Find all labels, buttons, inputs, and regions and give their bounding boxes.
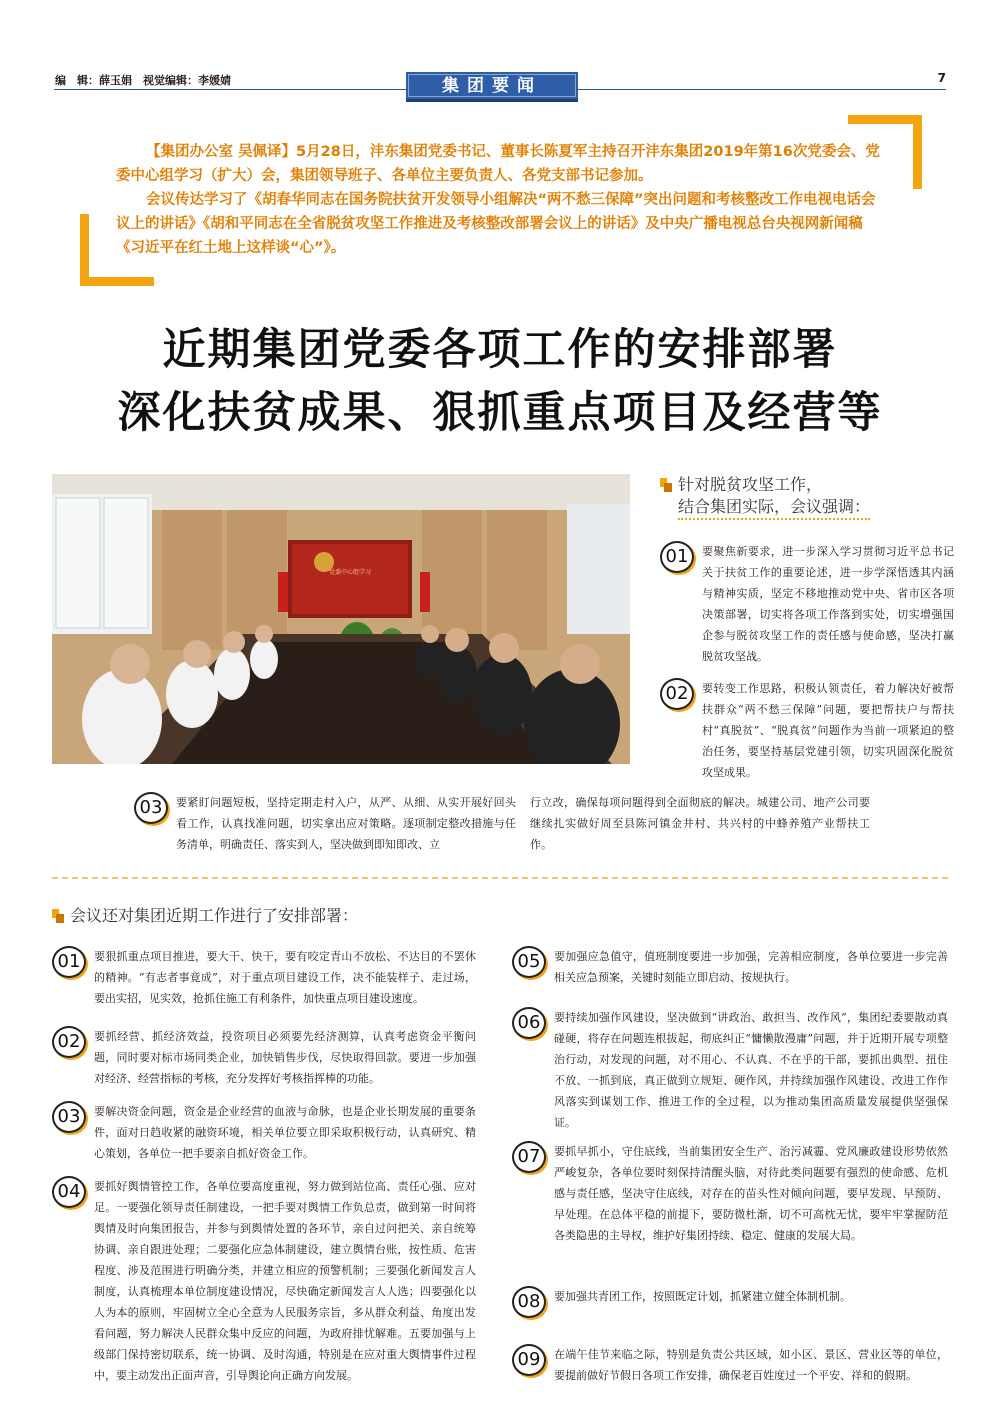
item-number-badge: 06 [512, 1007, 546, 1039]
poverty-item-3-text: 要紧盯问题短板，坚持定期走村入户，从严、从细、从实开展好回头看工作，认真找准问题，切实拿出应对策略。逐项制定整改措施与任务清单，明确责任、落实到人，坚决做到即知即改、立 [176, 796, 516, 851]
work-item-3-text: 要解决资金问题，资金是企业经营的血液与命脉，也是企业长期发展的重要条件，面对日趋收紧的融资环境，相关单位要立即采取积极行动，认真研究、精心策划，各单位一把手要亲自抓好资金工作。 [94, 1105, 476, 1160]
item-number-badge: 05 [512, 946, 546, 978]
intro-paragraph-2: 会议传达学习了《胡春华同志在国务院扶贫开发领导小组解决“两不愁三保障”突出问题和考核整改工作电视电话会议上的讲话》《胡和平同志在全省脱贫攻坚工作推进及考核整改部署会议上的讲话》及中央广播电视总台央视网新闻稿《习近平在红土地上这样谈“心”》。 [116, 192, 876, 256]
work-item-2-text: 要抓经营、抓经济效益，投资项目必须要先经济测算，认真考虑资金平衡问题，同时要对标市场同类企业，加快销售步伐，尽快取得回款。要进一步加强对经济、经营指标的考核，充分发挥好考核指挥棒的功能。 [94, 1030, 476, 1085]
work-item-9-text: 在端午佳节来临之际，特别是负责公共区域，如小区、景区、营业区等的单位，要提前做好节假日各项工作安排，确保老百姓度过一个平安、祥和的假期。 [554, 1348, 948, 1382]
item-number-badge: 07 [512, 1141, 546, 1173]
work-item-4-text: 要抓好舆情管控工作，各单位要高度重视，努力做到站位高、责任心强、应对足。一要强化领导责任制建设，一把手要对舆情工作负总责，做到第一时间将舆情及时向集团报告，并参与到舆情处置的各环节，亲自过问把关、亲自统筹协调、亲自跟进处理；二要强化应急体制建设，建立舆情台账，按性质、危害程度、涉及范围进行明确分类，并建立相应的预警机制；三要强化新闻发言人制度，认真梳理本单位制度建设情况，尽快确定新闻发言人人选；四要强化以人为本的原则，牢固树立全心全意为人民服务宗旨，多从群众利益、角度出发看问题，努力解决人民群众集中反应的问题，为政府排忧解难。五要加强与上级部门保持密切联系，统一协调、及时沟通，特别是在应对重大舆情事件过程中，要主动发出正面声音，引导舆论向正确方向发展。 [94, 1180, 476, 1382]
item-number-badge: 03 [134, 792, 168, 824]
poverty-item-2-text: 要转变工作思路，积极认领责任，着力解决好被帮扶群众“两不愁三保障”问题，要把帮扶户与帮扶村“真脱贫”、“脱真贫”问题作为当前一项紧迫的整治任务，要坚持基层党建引领，切实巩固深化脱贫攻坚成果。 [702, 682, 954, 779]
work-item-3 [52, 1101, 476, 1164]
work-item-6-text: 要持续加强作风建设，坚决做到“讲政治、敢担当、改作风”，集团纪委要散动真碰硬，将存在问题连根拔起，彻底纠正“慵懒散漫庸”问题，并于近期开展专项整治行动，对发现的问题，对不用心、不认真、不在乎的干部，要抓出典型、扭住不放、一抓到底，真正做到立规矩、硬作风，并持续加强作风建设、改进工作作风落实到谋划工作、推进工作的全过程，以为推动集团高质量发展提供坚强保证。 [554, 1011, 948, 1129]
intro-text [116, 140, 888, 260]
meeting-room-illustration [52, 474, 630, 764]
work-heading-text: 会议还对集团近期工作进行了安排部署： [70, 906, 359, 925]
work-item-1 [52, 946, 476, 1009]
poverty-heading-line-1: 针对脱贫攻坚工作， [678, 475, 823, 494]
section-banner: 集团要闻 [406, 72, 578, 102]
item-number-badge: 03 [52, 1101, 86, 1133]
work-item-6 [512, 1007, 948, 1133]
work-item-1-text: 要狠抓重点项目推进，要大干、快干，要有咬定青山不放松、不达目的不罢休的精神。“有志者事竟成”，对于重点项目建设工作，决不能装样子、走过场，要出实招，见实效，抢抓住施工有利条件，加快重点项目建设速度。 [94, 950, 476, 1005]
intro-paragraph-1: 【集团办公室 吴佩译】5月28日，沣东集团党委书记、董事长陈夏军主持召开沣东集团2019年第16次党委会、党委中心组学习（扩大）会，集团领导班子、各单位主要负责人、各党支部书记参加。 [116, 144, 880, 184]
item-number-badge: 02 [660, 678, 694, 710]
item-number-badge: 04 [52, 1176, 86, 1208]
work-item-8 [512, 1286, 948, 1318]
poverty-item-2 [660, 678, 954, 783]
poverty-item-1 [660, 541, 954, 667]
work-item-4 [52, 1176, 476, 1386]
item-number-badge: 01 [52, 946, 86, 978]
headline-line-1: 近期集团党委各项工作的安排部署 [162, 325, 838, 375]
poverty-heading-line-2: 结合集团实际，会议强调： [678, 497, 871, 516]
heading-marker-icon [660, 478, 672, 492]
poverty-item-3 [134, 792, 516, 855]
poverty-section-heading [660, 474, 870, 520]
item-number-badge: 08 [512, 1286, 546, 1318]
screen-caption: 党委中心组学习 [328, 569, 372, 576]
item-number-badge: 01 [660, 541, 694, 573]
heading-marker-icon [52, 909, 64, 923]
work-item-2 [52, 1026, 476, 1089]
editor-credits: 编 辑：薛玉娟 视觉编辑：李媛婧 [55, 74, 231, 87]
work-item-5 [512, 946, 948, 988]
item-number-badge: 02 [52, 1026, 86, 1058]
work-item-7-text: 要抓早抓小，守住底线，当前集团安全生产、治污减霾、党风廉政建设形势依然严峻复杂，各单位要时刻保持清醒头脑，对待此类问题要有强烈的使命感、危机感与责任感，坚决守住底线，对存在的苗头性对倾向问题，要早发现、早预防、早处理。在总体平稳的前提下，要防微杜渐，切不可高枕无忧，要牢牢掌握防范各类隐患的主导权，维护好集团持续、稳定、健康的发展大局。 [554, 1145, 948, 1242]
poverty-item-3-continued: 行立改，确保每项问题得到全面彻底的解决。城建公司、地产公司要继续扎实做好周至县陈河镇金井村、共兴村的中蜂养殖产业帮扶工作。 [530, 796, 870, 851]
item-number-badge: 09 [512, 1344, 546, 1376]
work-item-5-text: 要加强应急值守，值班制度要进一步加强，完善相应制度，各单位要进一步完善相关应急预案，关键时刻能立即启动、按规执行。 [554, 950, 948, 984]
work-section-heading [52, 905, 358, 927]
work-item-7 [512, 1141, 948, 1246]
poverty-item-1-text: 要聚焦新要求，进一步深入学习贯彻习近平总书记关于扶贫工作的重要论述，进一步学深悟透其内涵与精神实质，坚定不移地推动党中央、省市区各项决策部署，切实将各项工作落到实处，切实增强国企参与脱贫攻坚工作的责任感与使命感，坚决打赢脱贫攻坚战。 [702, 545, 954, 663]
work-item-9 [512, 1344, 948, 1386]
headline-line-2: 深化扶贫成果、狠抓重点项目及经营等 [117, 388, 883, 438]
page-number: 7 [937, 71, 946, 85]
meeting-photo [52, 474, 630, 764]
section-divider [52, 877, 948, 879]
work-item-8-text: 要加强共青团工作，按照既定计划，抓紧建立健全体制机制。 [554, 1290, 851, 1303]
